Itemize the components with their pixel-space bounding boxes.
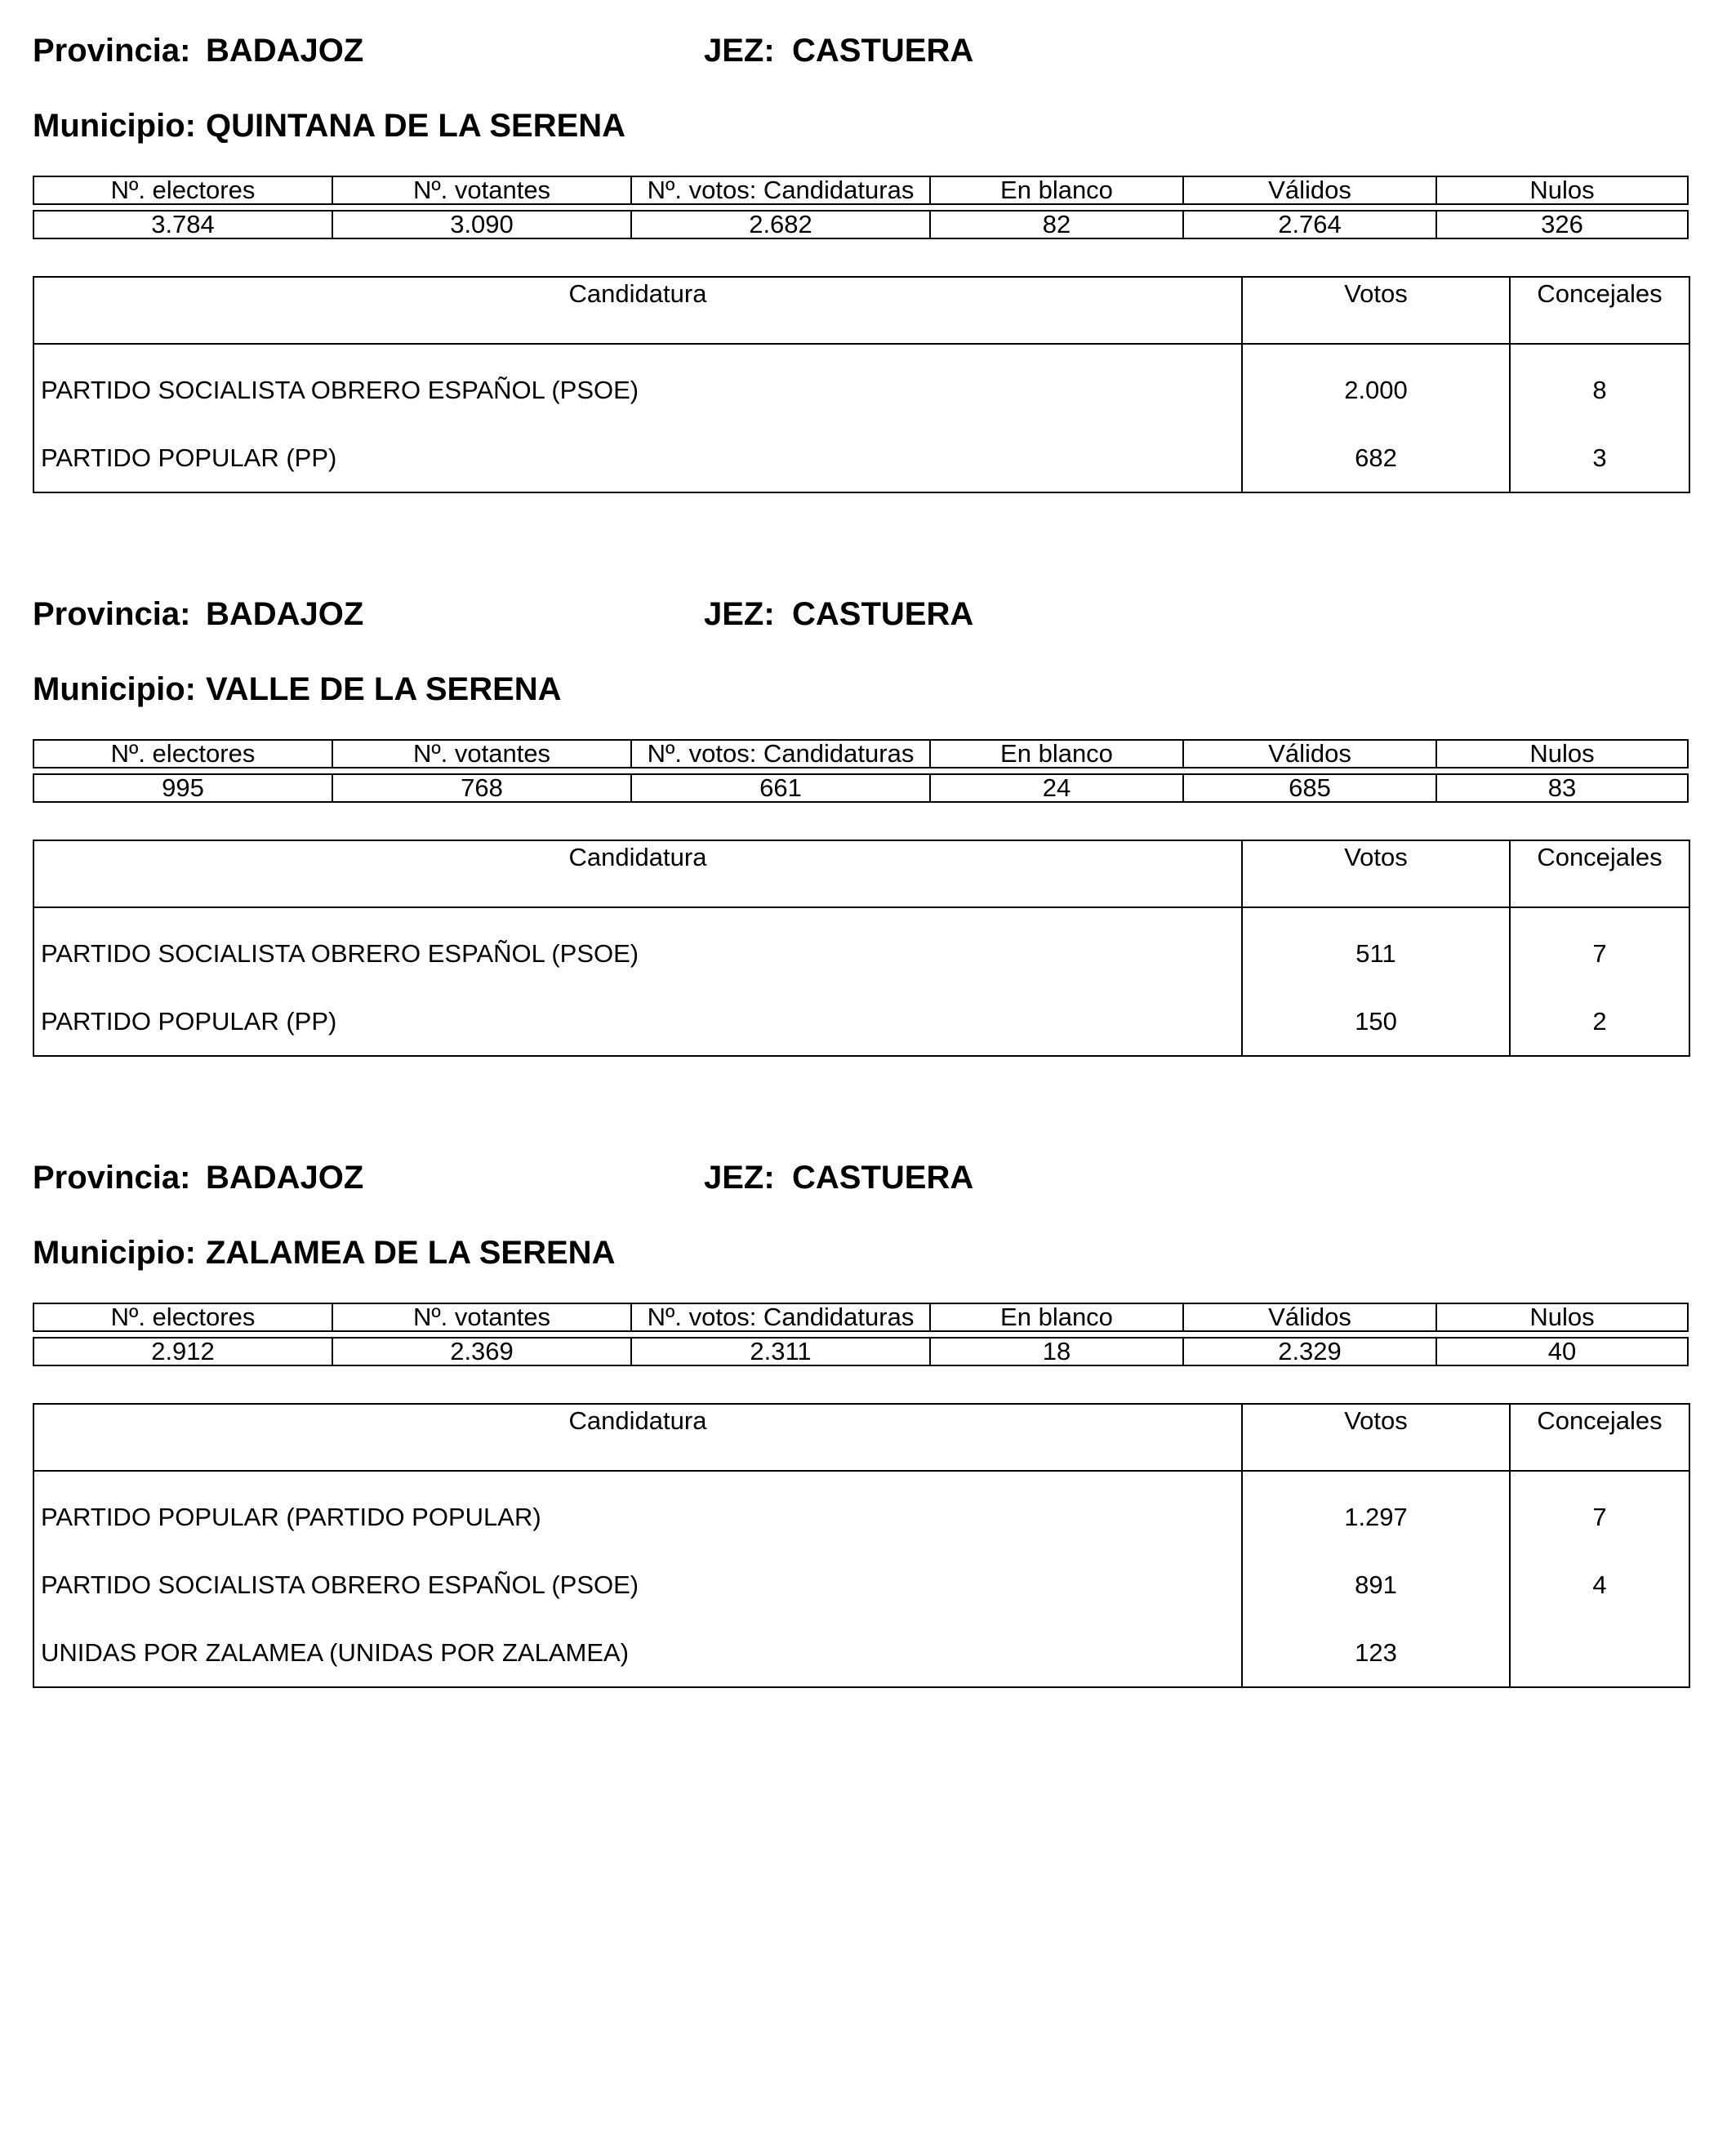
candidatura-concejales: 4: [1510, 1551, 1689, 1619]
stats-value-votantes: 2.369: [332, 1337, 630, 1366]
provincia-jez-row: [33, 26, 1689, 75]
candidatura-votos: 2.000: [1242, 344, 1510, 424]
provincia-value: BADAJOZ: [206, 1160, 364, 1196]
municipio-label: Municipio:: [33, 671, 196, 707]
candidatura-votos: 682: [1242, 424, 1510, 492]
stats-header-nulos: Nulos: [1436, 176, 1689, 205]
candidatura-nombre: PARTIDO POPULAR (PP): [41, 443, 337, 472]
candidatura-concejales: 3: [1510, 424, 1689, 492]
candidatura-concejales: 2: [1510, 987, 1689, 1056]
candidatura-row: [33, 424, 1689, 492]
candidatura-nombre: PARTIDO POPULAR (PARTIDO POPULAR): [41, 1502, 541, 1531]
stats-value-votos-candidaturas: 2.682: [630, 210, 929, 239]
stats-header-row: [33, 1303, 1689, 1332]
municipio-value: VALLE DE LA SERENA: [205, 671, 562, 707]
stats-header-nulos: Nulos: [1436, 739, 1689, 768]
municipio-section-quintana: [33, 26, 1689, 598]
provincia-label: Provincia:: [33, 1160, 191, 1196]
header-concejales: Concejales: [1510, 1404, 1689, 1471]
stats-header-votos-candidaturas: Nº. votos: Candidaturas: [630, 176, 929, 205]
jez-label: JEZ:: [704, 33, 775, 69]
candidatura-nombre: PARTIDO SOCIALISTA OBRERO ESPAÑOL (PSOE): [41, 375, 639, 404]
municipio-label: Municipio:: [33, 108, 196, 144]
candidatura-nombre: UNIDAS POR ZALAMEA (UNIDAS POR ZALAMEA): [41, 1637, 630, 1667]
jez-value: CASTUERA: [792, 1160, 974, 1196]
candidaturas-table: [33, 1403, 1690, 1688]
stats-value-electores: 2.912: [33, 1337, 332, 1366]
provincia-jez-row: [33, 1153, 1689, 1202]
candidaturas-header-row: [33, 277, 1689, 344]
stats-header-electores: Nº. electores: [33, 176, 332, 205]
stats-value-validos: 685: [1182, 773, 1436, 803]
candidatura-votos: 1.297: [1242, 1471, 1510, 1551]
provincia-jez-row: [33, 590, 1689, 639]
candidaturas-table: [33, 276, 1690, 493]
jez-value: CASTUERA: [792, 596, 974, 632]
stats-table: [33, 1298, 1689, 1371]
candidatura-votos: 150: [1242, 987, 1510, 1056]
candidatura-concejales: 7: [1510, 907, 1689, 987]
provincia-value: BADAJOZ: [206, 33, 364, 69]
header-candidatura: Candidatura: [33, 1404, 1242, 1471]
jez-label: JEZ:: [704, 1160, 775, 1196]
municipio-value: QUINTANA DE LA SERENA: [205, 108, 626, 144]
candidatura-concejales: 7: [1510, 1471, 1689, 1551]
stats-value-electores: 995: [33, 773, 332, 803]
stats-value-votos-candidaturas: 661: [630, 773, 929, 803]
candidatura-nombre: PARTIDO SOCIALISTA OBRERO ESPAÑOL (PSOE): [41, 1570, 639, 1599]
stats-header-row: [33, 176, 1689, 205]
stats-value-nulos: 83: [1436, 773, 1689, 803]
candidatura-row: [33, 1619, 1689, 1687]
stats-header-votantes: Nº. votantes: [332, 1303, 630, 1332]
stats-header-votantes: Nº. votantes: [332, 739, 630, 768]
candidatura-row: [33, 1471, 1689, 1551]
header-votos: Votos: [1242, 1404, 1510, 1471]
header-candidatura: Candidatura: [33, 840, 1242, 907]
jez-value: CASTUERA: [792, 33, 974, 69]
stats-header-en-blanco: En blanco: [929, 739, 1182, 768]
stats-header-nulos: Nulos: [1436, 1303, 1689, 1332]
stats-header-en-blanco: En blanco: [929, 176, 1182, 205]
candidatura-row: [33, 987, 1689, 1056]
header-concejales: Concejales: [1510, 840, 1689, 907]
candidatura-votos: 511: [1242, 907, 1510, 987]
candidaturas-header-row: [33, 1404, 1689, 1471]
stats-header-votos-candidaturas: Nº. votos: Candidaturas: [630, 739, 929, 768]
stats-header-votantes: Nº. votantes: [332, 176, 630, 205]
candidatura-concejales: [1510, 1619, 1689, 1687]
municipio-row: [33, 1228, 615, 1277]
header-votos: Votos: [1242, 277, 1510, 344]
stats-value-validos: 2.329: [1182, 1337, 1436, 1366]
stats-value-votos-candidaturas: 2.311: [630, 1337, 929, 1366]
candidatura-row: [33, 344, 1689, 424]
municipio-label: Municipio:: [33, 1235, 196, 1271]
candidatura-votos: 891: [1242, 1551, 1510, 1619]
stats-header-validos: Válidos: [1182, 176, 1436, 205]
candidaturas-header-row: [33, 840, 1689, 907]
stats-header-electores: Nº. electores: [33, 1303, 332, 1332]
stats-value-en-blanco: 82: [929, 210, 1182, 239]
municipio-section-zalamea: [33, 1153, 1689, 1725]
municipio-row: [33, 665, 562, 714]
stats-value-en-blanco: 18: [929, 1337, 1182, 1366]
stats-value-votantes: 768: [332, 773, 630, 803]
header-candidatura: Candidatura: [33, 277, 1242, 344]
candidatura-votos: 123: [1242, 1619, 1510, 1687]
stats-value-nulos: 40: [1436, 1337, 1689, 1366]
stats-header-votos-candidaturas: Nº. votos: Candidaturas: [630, 1303, 929, 1332]
header-votos: Votos: [1242, 840, 1510, 907]
municipio-section-valle: [33, 590, 1689, 1161]
stats-value-votantes: 3.090: [332, 210, 630, 239]
candidaturas-table: [33, 840, 1690, 1057]
stats-value-row: [33, 1337, 1689, 1366]
municipio-value: ZALAMEA DE LA SERENA: [205, 1235, 616, 1271]
candidatura-row: [33, 1551, 1689, 1619]
stats-header-validos: Válidos: [1182, 1303, 1436, 1332]
municipio-row: [33, 101, 625, 150]
stats-table: [33, 734, 1689, 808]
candidatura-row: [33, 907, 1689, 987]
stats-table: [33, 171, 1689, 244]
provincia-label: Provincia:: [33, 33, 191, 69]
stats-header-electores: Nº. electores: [33, 739, 332, 768]
stats-header-en-blanco: En blanco: [929, 1303, 1182, 1332]
header-concejales: Concejales: [1510, 277, 1689, 344]
stats-value-nulos: 326: [1436, 210, 1689, 239]
candidatura-nombre: PARTIDO POPULAR (PP): [41, 1006, 337, 1036]
stats-value-row: [33, 773, 1689, 803]
provincia-value: BADAJOZ: [206, 596, 364, 632]
candidatura-nombre: PARTIDO SOCIALISTA OBRERO ESPAÑOL (PSOE): [41, 938, 639, 968]
candidatura-concejales: 8: [1510, 344, 1689, 424]
provincia-label: Provincia:: [33, 596, 191, 632]
stats-value-en-blanco: 24: [929, 773, 1182, 803]
stats-header-validos: Válidos: [1182, 739, 1436, 768]
stats-value-row: [33, 210, 1689, 239]
stats-value-electores: 3.784: [33, 210, 332, 239]
stats-value-validos: 2.764: [1182, 210, 1436, 239]
stats-header-row: [33, 739, 1689, 768]
jez-label: JEZ:: [704, 596, 775, 632]
